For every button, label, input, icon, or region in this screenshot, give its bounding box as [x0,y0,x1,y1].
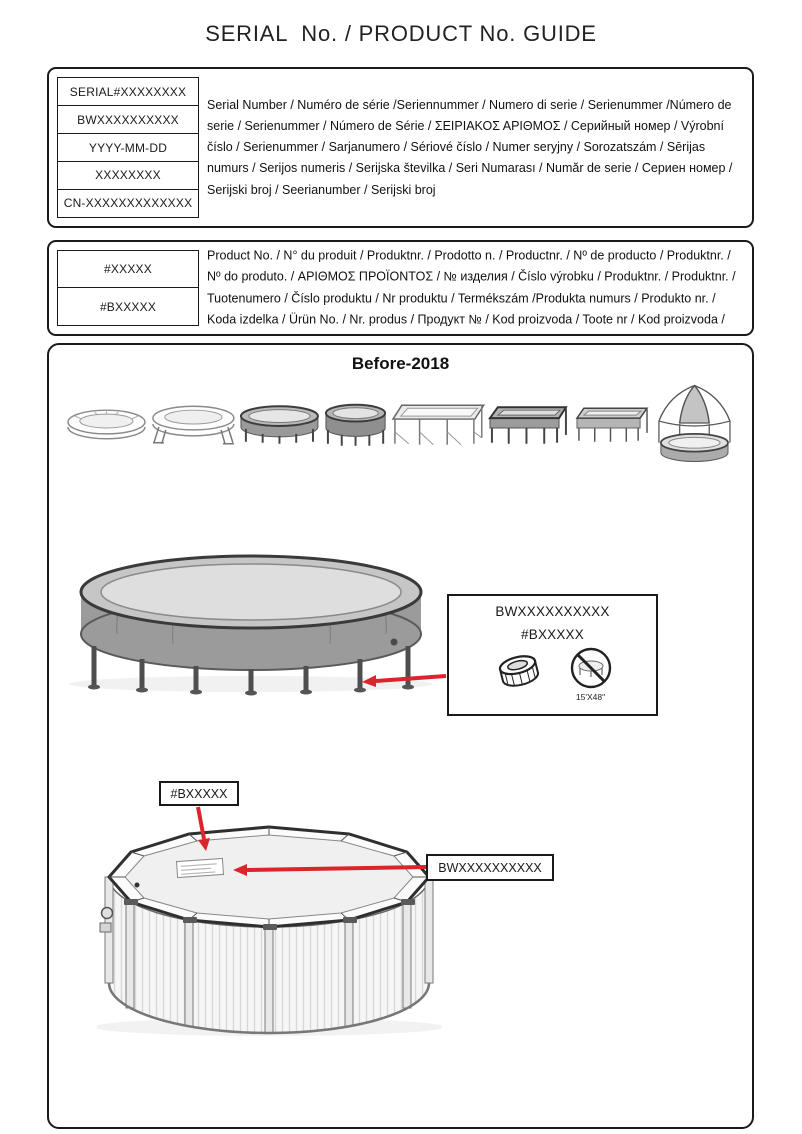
thumb-rect-frame-pool-icon [574,403,653,445]
serial-code-row: YYYY-MM-DD [57,133,199,162]
thumb-rect-frame-pool-light-icon [389,398,488,450]
callout-box [447,594,658,716]
serial-code-row: CN-XXXXXXXXXXXXX [57,189,199,218]
thumb-oval-frame-pool-icon [238,403,322,445]
product-code-row: #XXXXX [57,250,199,289]
serial-code-label: BWXXXXXXXXXX [426,854,554,881]
serial-code-row: BWXXXXXXXXXX [57,105,199,134]
callout-product: #BXXXXX [521,627,584,642]
serial-number-box [47,67,754,228]
inflation-valve-icon [391,639,398,646]
crossed-out-size-icon [567,647,615,691]
diagram-box [47,343,754,1129]
pool-top-ring-sleeve-icon [491,647,547,695]
thumb-ring-pool-icon [65,403,149,445]
thumb-rect-frame-pool-dark-icon [487,401,574,447]
serial-code-column [57,77,199,218]
product-code-label: #BXXXXX [159,781,239,806]
callout-serial: BWXXXXXXXXXX [495,604,610,619]
product-number-translations: Product No. / N° du produit / Produktnr. / Prodotto n. / Productnr. / Nº de producto / Produktnr. / Nº do produto. / ΑΡΙΘΜΟΣ ΠΡΟΪΟΝΤΟΣ / № изделия / Číslo výrobku / Produktnr. / Produktnr. / Tuotenumero / Číslo produktu / Nr produktu / Termékszám /Produkta numurs / Produkto nr. / Koda izdelka / Ürün No. / Nr. produs / Продукт № / Kod proizvoda / Toote nr / Kod proizvoda / [207,248,736,327]
callout-icons-row [449,647,656,702]
wall-fitting-icon [135,883,140,888]
thumb-round-frame-pool-icon [322,400,389,448]
serial-number-translations: Serial Number / Numéro de série /Seriennummer / Numero di serie / Serienummer /Número de serie / Serienummer / Número de Série / ΣΕΙΡΙΑΚΟΣ ΑΡΙΘΜΟΣ / Серийный номер / Výrobní číslo / Serienummer / Sarjanumero / Sériové číslo / Numer seryjny / Sorozatszám / Sērijas numurs / Serijos numeris / Serijska številka / Seri Numarası / Număr de serie / Сериен номер / Serijski broj / Seerianumber / Serijski broj [207,97,733,197]
product-number-box [47,240,754,336]
page-title: SERIAL No. / PRODUCT No. GUIDE [205,21,597,46]
thumb-dome-pool-icon [653,381,736,467]
product-code-row: #BXXXXX [57,287,199,326]
steel-wall-pool-illustration [97,815,442,1045]
crossed-out-size-group [567,647,615,702]
serial-code-row: SERIAL#XXXXXXXX [57,77,199,106]
serial-code-row: XXXXXXXX [57,161,199,190]
thumb-oval-softside-pool-icon [149,401,238,447]
product-sticker [176,858,223,877]
size-label: 15'X48" [575,692,606,702]
product-code-column [57,250,199,326]
pool-types-row [65,375,736,473]
diagram-heading: Before-2018 [351,354,450,373]
frame-pool-illustration [64,550,439,700]
